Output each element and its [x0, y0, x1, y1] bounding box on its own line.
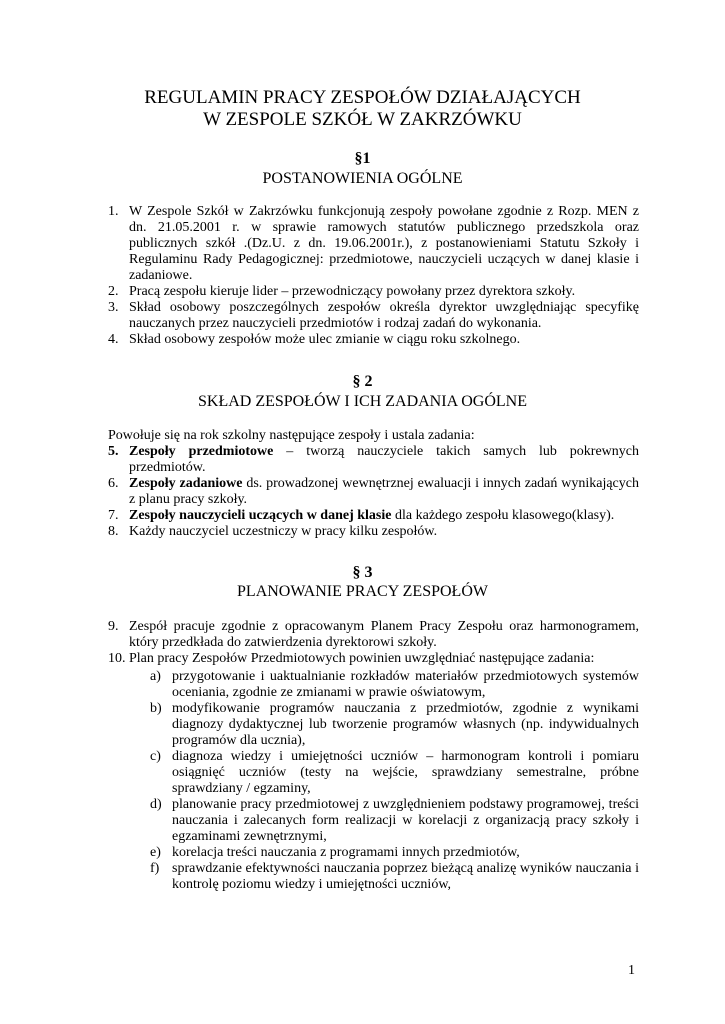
section3-sublist: [150, 669, 639, 893]
section2-list: [108, 428, 639, 540]
sub-item-text: sprawdzanie efektywności nauczania poprzez bieżącą analizę wyników nauczania i kontrolę poziomu wiedzy i umiejętności uczniów,: [172, 861, 639, 892]
section1-heading: POSTANOWIENIA OGÓLNE: [262, 170, 463, 187]
item-text: Skład osobowy zespołów może ulec zmianie w ciągu roku szkolnego.: [129, 332, 521, 347]
sub-list-item: [150, 845, 639, 861]
sub-item-letter: e): [150, 845, 161, 860]
section1-list: [108, 204, 639, 348]
sub-item-letter: b): [150, 701, 162, 716]
item-bold-text: Zespoły zadaniowe: [129, 476, 243, 491]
list-item: [108, 476, 639, 508]
item-text: ds. prowadzonej wewnętrznej ewaluacji i innych zadań wynikających z planu pracy szkoły.: [129, 476, 639, 507]
section2-heading: SKŁAD ZESPOŁÓW I ICH ZADANIA OGÓLNE: [197, 393, 527, 410]
item-number: 4.: [108, 332, 119, 347]
item-text: Pracą zespołu kieruje lider – przewodniczący powołany przez dyrektora szkoły.: [129, 284, 576, 299]
list-item: [108, 524, 639, 540]
sub-item-letter: d): [150, 797, 162, 812]
section3-number: § 3: [352, 564, 373, 581]
sub-list-item: [150, 669, 639, 701]
sub-list-item: [150, 797, 639, 845]
item-number: 9.: [108, 619, 119, 634]
list-item: [108, 619, 639, 651]
sub-item-text: diagnoza wiedzy i umiejętności uczniów – harmonogram kontroli i pomiaru osiągnięć uczniów (testy na wejście, sprawdziany semestralne, próbne sprawdziany / egzaminy,: [172, 749, 639, 796]
sub-item-letter: f): [150, 861, 160, 876]
item-number: 6.: [108, 476, 119, 491]
sub-list-item: [150, 749, 639, 797]
document-title-line2: W ZESPOLE SZKÓŁ W ZAKRZÓWKU: [203, 109, 522, 130]
page-number: 1: [628, 963, 635, 978]
sub-item-text: przygotowanie i uaktualnianie rozkładów materiałów przedmiotowych systemów oceniania, zgodnie ze zmianami w prawie oświatowym,: [172, 669, 639, 700]
item-text: – tworzą nauczyciele takich samych lub pokrewnych przedmiotów.: [129, 444, 639, 475]
document-title-line1: REGULAMIN PRACY ZESPOŁÓW DZIAŁAJĄCYCH: [144, 87, 581, 108]
section3-list: [108, 619, 639, 667]
list-item: [108, 204, 639, 284]
item-text: Skład osobowy poszczególnych zespołów określa dyrektor uwzględniając specyfikę nauczanych przez nauczycieli przedmiotów i rodzaj zadań do wykonania.: [129, 300, 639, 331]
list-item: [108, 300, 639, 332]
section3-heading: PLANOWANIE PRACY ZESPOŁÓW: [237, 583, 488, 600]
sub-item-letter: c): [150, 749, 161, 764]
item-text: Każdy nauczyciel uczestniczy w pracy kilku zespołów.: [129, 524, 438, 539]
section2-intro: Powołuje się na rok szkolny następujące zespoły i ustala zadania:: [108, 428, 475, 443]
sub-item-letter: a): [150, 669, 161, 684]
list-item: [108, 332, 639, 348]
item-text: Zespół pracuje zgodnie z opracowanym Planem Pracy Zespołu oraz harmonogramem, który przedkłada do zatwierdzenia dyrektorowi szkoły.: [129, 619, 639, 650]
item-number: 8.: [108, 524, 119, 539]
section2-number: § 2: [352, 373, 373, 390]
item-bold-text: Zespoły nauczycieli uczących w danej klasie: [129, 508, 392, 523]
item-number: 3.: [108, 300, 119, 315]
list-item: [108, 651, 639, 667]
item-text: Plan pracy Zespołów Przedmiotowych powinien uwzględniać następujące zadania:: [129, 651, 595, 666]
item-number: 10.: [108, 651, 126, 666]
item-number: 5.: [108, 444, 119, 459]
sub-item-text: planowanie pracy przedmiotowej z uwzględnieniem podstawy programowej, treści nauczania i zalecanych form realizacji w korelacji z organizacją pracy szkoły i egzaminami zewnętrznymi,: [172, 797, 639, 844]
sub-item-text: korelacja treści nauczania z programami innych przedmiotów,: [172, 845, 520, 860]
list-item: [108, 508, 639, 524]
item-number: 7.: [108, 508, 119, 523]
item-bold-text: Zespoły przedmiotowe: [129, 444, 274, 459]
item-text: dla każdego zespołu klasowego(klasy).: [391, 508, 615, 523]
sub-list-item: [150, 861, 639, 893]
list-item: [108, 284, 639, 300]
item-number: 2.: [108, 284, 119, 299]
list-item: [108, 444, 639, 476]
item-text: W Zespole Szkół w Zakrzówku funkcjonują zespoły powołane zgodnie z Rozp. MEN z dn. 21.05.2001 r. w sprawie ramowych statutów publicznego przedszkola oraz publicznych szkół .(Dz.U. z dn. 19.06.2001r.), z postanowieniami Statutu Szkoły i Regulaminu Rady Pedagogicznej: przedmiotowe, nauczycieli uczących w danej klasie i zadaniowe.: [129, 204, 639, 283]
item-number: 1.: [108, 204, 119, 219]
section1-number: §1: [354, 150, 371, 167]
sub-list-item: [150, 701, 639, 749]
sub-item-text: modyfikowanie programów nauczania z przedmiotów, zgodnie z wynikami diagnozy dydaktycznej lub tworzenie programów własnych (np. indywidualnych programów dla ucznia),: [172, 701, 639, 748]
